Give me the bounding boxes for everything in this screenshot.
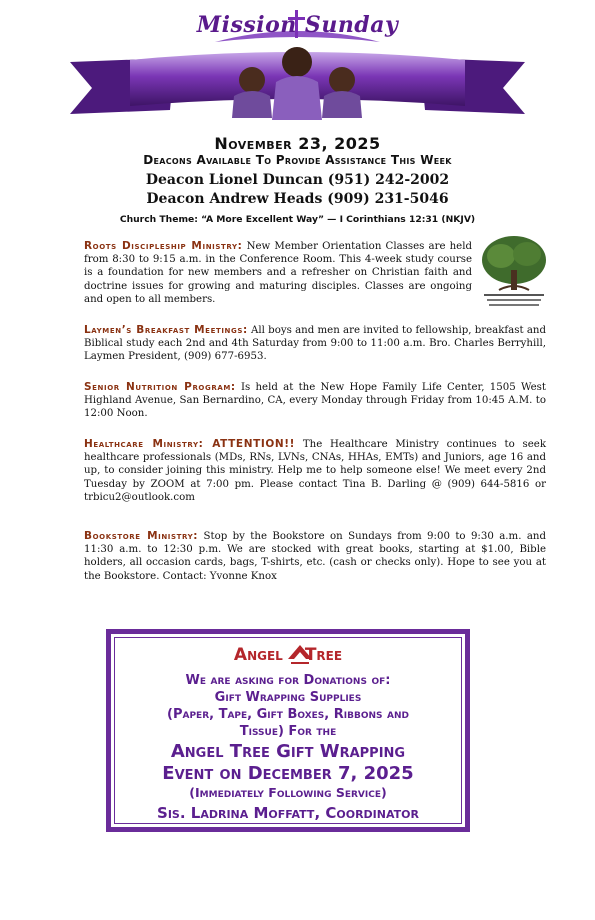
ministry-text: All boys and men are invited to fellowship, breakfast and Biblical study each 2nd and 4th Saturday from 9:00 to 11:00 a.m. Bro. Charles Berryhill, Laymen President, (909) 677-6953. (84, 325, 546, 363)
ministry-text: Is held at the New Hope Family Life Center, 1505 West Highland Avenue, San Bernardino, CA, every Monday through Friday from 10:45 A.M. to 12:00 Noon. (84, 382, 546, 420)
church-theme: Church Theme: “A More Excellent Way” — I Corinthians 12:31 (NKJV) (119, 214, 476, 225)
roots-tree-image (479, 232, 549, 314)
angel-tree-event-note: (Immediately Following Service) (189, 785, 387, 800)
angel-tree-event-title: Angel Tree Gift Wrapping (170, 741, 406, 762)
ministry-text: The Healthcare Ministry continues to seek healthcare professionals (MDs, RNs, LVNs, CNAs, HHAs, EMTs) and Juniors, age 16 and up, to consider joining this ministry. Help me to help someone else! We meet every 2nd Tuesday by ZOOM at 7:00 pm. Please contact Tina B. Darling @ (909) 644-5816 or trbicu2@outlook.com (84, 439, 546, 503)
ministry-heading: Healthcare Ministry: ATTENTION!! (84, 438, 296, 450)
banner-title: Mission Sunday (196, 12, 399, 38)
angel-tree-logo: Angel Tree (233, 645, 343, 665)
angel-tree-coordinator: Sis. Ladrina Moffatt, Coordinator (157, 804, 419, 822)
deacon-contact: Deacon Andrew Heads (909) 231-5046 (146, 191, 449, 207)
ministry-text: New Member Orientation Classes are held from 8:30 to 9:15 a.m. in the Conference Room. This 4-week study course is a foundation for new members and a refresher on Christian faith and doctrine issues for growing and maturing disciples. Classes are ongoing and open to all members. (84, 241, 472, 305)
angel-tree-line: Gift Wrapping Supplies (214, 690, 362, 705)
roots-discipleship-paragraph (84, 240, 472, 306)
ministry-heading: Roots Discipleship Ministry: (84, 240, 243, 252)
laymen-breakfast-paragraph (84, 324, 546, 364)
senior-nutrition-paragraph (84, 381, 546, 421)
deacons-heading: Deacons Available To Provide Assistance This Week (143, 153, 452, 167)
angel-tree-line: Tissue) For the (239, 724, 337, 739)
angel-tree-event-date: Event on December 7, 2025 (162, 763, 414, 784)
ministry-heading: Bookstore Ministry: (84, 530, 199, 542)
page-date: November 23, 2025 (214, 134, 381, 153)
angel-tree-line: We are asking for Donations of: (185, 673, 391, 688)
healthcare-ministry-paragraph (84, 438, 546, 504)
bookstore-ministry-paragraph (84, 530, 546, 583)
mission-sunday-banner (0, 0, 595, 130)
angel-tree-line: (Paper, Tape, Gift Boxes, Ribbons and (167, 707, 409, 722)
ministry-heading: Senior Nutrition Program: (84, 381, 236, 393)
ministry-heading: Laymen’s Breakfast Meetings: (84, 324, 248, 336)
angel-tree-flyer (106, 629, 470, 832)
ministry-text: Stop by the Bookstore on Sundays from 9:00 to 9:30 a.m. and 11:30 a.m. to 12:30 p.m. We are stocked with great books, starting at $1.00, Bible holders, all occasion cards, bags, T-shirts, etc. (cash or checks only). Hope to see you at the Bookstore. Contact: Yvonne Knox (84, 531, 546, 582)
deacon-contact: Deacon Lionel Duncan (951) 242-2002 (145, 172, 450, 188)
